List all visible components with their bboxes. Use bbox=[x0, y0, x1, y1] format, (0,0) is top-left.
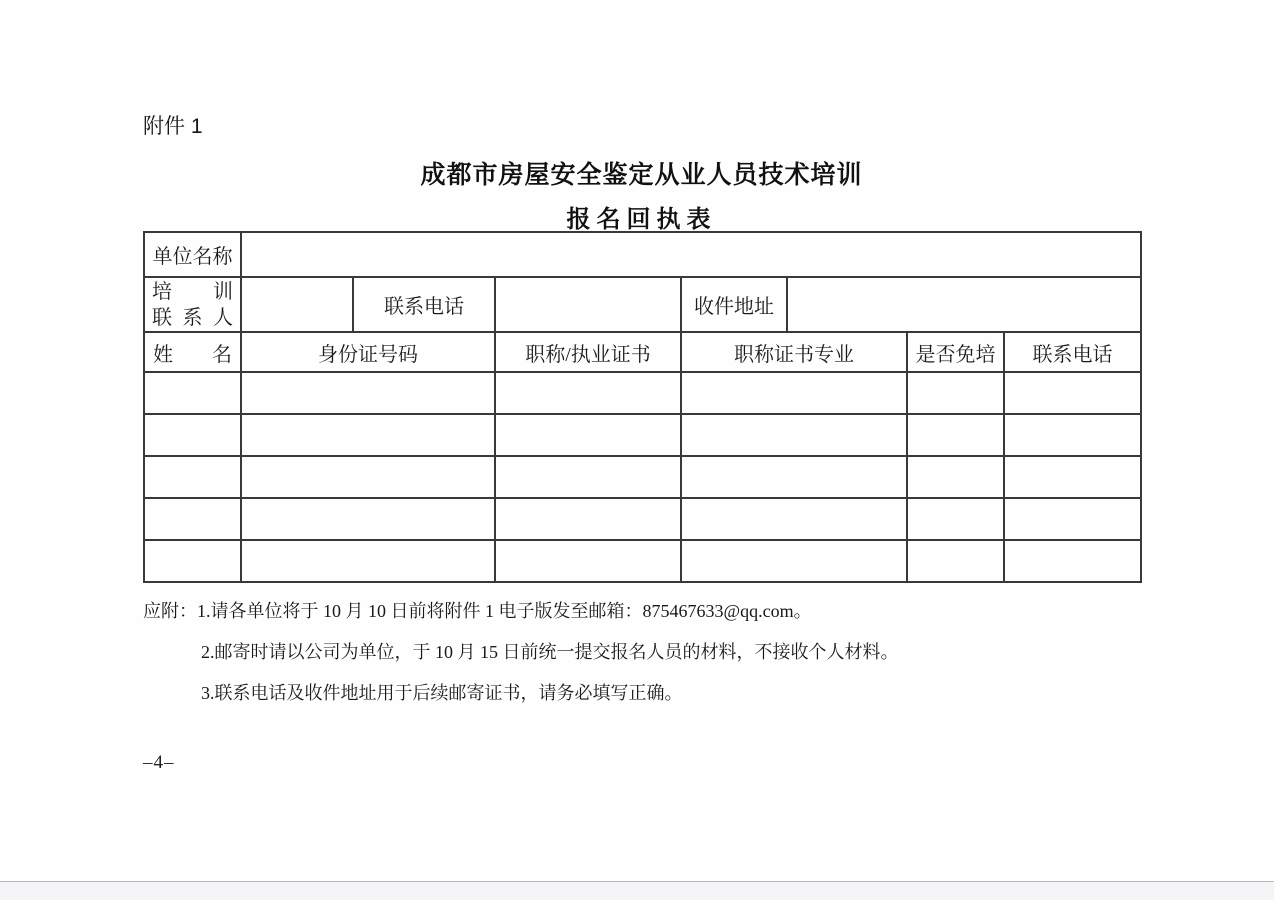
training-exempt-column-header: 是否免培 bbox=[907, 332, 1004, 372]
mail-address-label-cell: 收件地址 bbox=[681, 277, 787, 332]
column-header-row bbox=[144, 332, 1141, 372]
document-title: 成都市房屋安全鉴定从业人员技术培训 bbox=[420, 161, 863, 189]
trainer-contact-row bbox=[144, 277, 1141, 332]
note-item-1: 1.请各单位将于 10 月 10 日前将附件 1 电子版发至邮箱：875467633@qq.com。 bbox=[197, 601, 812, 621]
empty-cell bbox=[144, 372, 241, 414]
contact-phone-value-cell bbox=[495, 277, 681, 332]
registration-table bbox=[143, 231, 1142, 583]
empty-cell bbox=[907, 414, 1004, 456]
empty-cell bbox=[907, 540, 1004, 582]
empty-data-row bbox=[144, 540, 1141, 582]
empty-cell bbox=[1004, 540, 1141, 582]
trainer-label-line2: 联 系 人 bbox=[152, 306, 233, 329]
empty-cell bbox=[144, 456, 241, 498]
mail-address-value-cell bbox=[787, 277, 1141, 332]
empty-cell bbox=[495, 498, 681, 540]
notes-prefix: 应附： bbox=[143, 601, 197, 621]
certificate-major-column-header: 职称证书专业 bbox=[681, 332, 907, 372]
unit-name-label-cell: 单位名称 bbox=[144, 232, 241, 277]
document-subtitle: 报名回执表 bbox=[566, 206, 717, 233]
empty-data-row bbox=[144, 414, 1141, 456]
empty-cell bbox=[1004, 498, 1141, 540]
empty-cell bbox=[681, 498, 907, 540]
empty-cell bbox=[495, 372, 681, 414]
empty-cell bbox=[144, 540, 241, 582]
note-line-2 bbox=[143, 641, 1143, 663]
note-item-3: 3.联系电话及收件地址用于后续邮寄证书，请务必填写正确。 bbox=[201, 683, 683, 703]
unit-name-value-cell bbox=[241, 232, 1141, 277]
empty-cell bbox=[495, 456, 681, 498]
empty-cell bbox=[907, 498, 1004, 540]
empty-cell bbox=[907, 456, 1004, 498]
page-number: –4– bbox=[143, 752, 175, 773]
trainer-contact-value-cell bbox=[241, 277, 353, 332]
empty-cell bbox=[241, 456, 495, 498]
attachment-label: 附件 1 bbox=[143, 115, 203, 138]
note-line-3 bbox=[143, 682, 1143, 704]
title-certificate-column-header: 职称/执业证书 bbox=[495, 332, 681, 372]
name-column-header: 姓 名 bbox=[144, 332, 241, 372]
id-number-column-header: 身份证号码 bbox=[241, 332, 495, 372]
contact-phone-label-cell: 联系电话 bbox=[353, 277, 495, 332]
empty-cell bbox=[144, 498, 241, 540]
empty-cell bbox=[1004, 414, 1141, 456]
trainer-contact-label-cell bbox=[144, 277, 241, 332]
empty-cell bbox=[495, 414, 681, 456]
notes-section bbox=[143, 600, 1143, 723]
empty-cell bbox=[907, 372, 1004, 414]
note-item-2: 2.邮寄时请以公司为单位，于 10 月 15 日前统一提交报名人员的材料，不接收个人材料。 bbox=[201, 642, 899, 662]
empty-cell bbox=[681, 414, 907, 456]
empty-data-row bbox=[144, 372, 1141, 414]
unit-name-row bbox=[144, 232, 1141, 277]
empty-cell bbox=[1004, 372, 1141, 414]
empty-cell bbox=[241, 540, 495, 582]
phone-column-header: 联系电话 bbox=[1004, 332, 1141, 372]
empty-cell bbox=[241, 498, 495, 540]
empty-cell bbox=[681, 540, 907, 582]
empty-data-row bbox=[144, 456, 1141, 498]
trainer-label-line1: 培 训 bbox=[152, 280, 233, 303]
scan-page-bottom-edge bbox=[0, 881, 1274, 900]
empty-cell bbox=[144, 414, 241, 456]
empty-cell bbox=[241, 372, 495, 414]
empty-cell bbox=[681, 456, 907, 498]
empty-cell bbox=[495, 540, 681, 582]
note-line-1 bbox=[143, 600, 1143, 622]
empty-cell bbox=[681, 372, 907, 414]
empty-cell bbox=[1004, 456, 1141, 498]
empty-data-row bbox=[144, 498, 1141, 540]
empty-cell bbox=[241, 414, 495, 456]
